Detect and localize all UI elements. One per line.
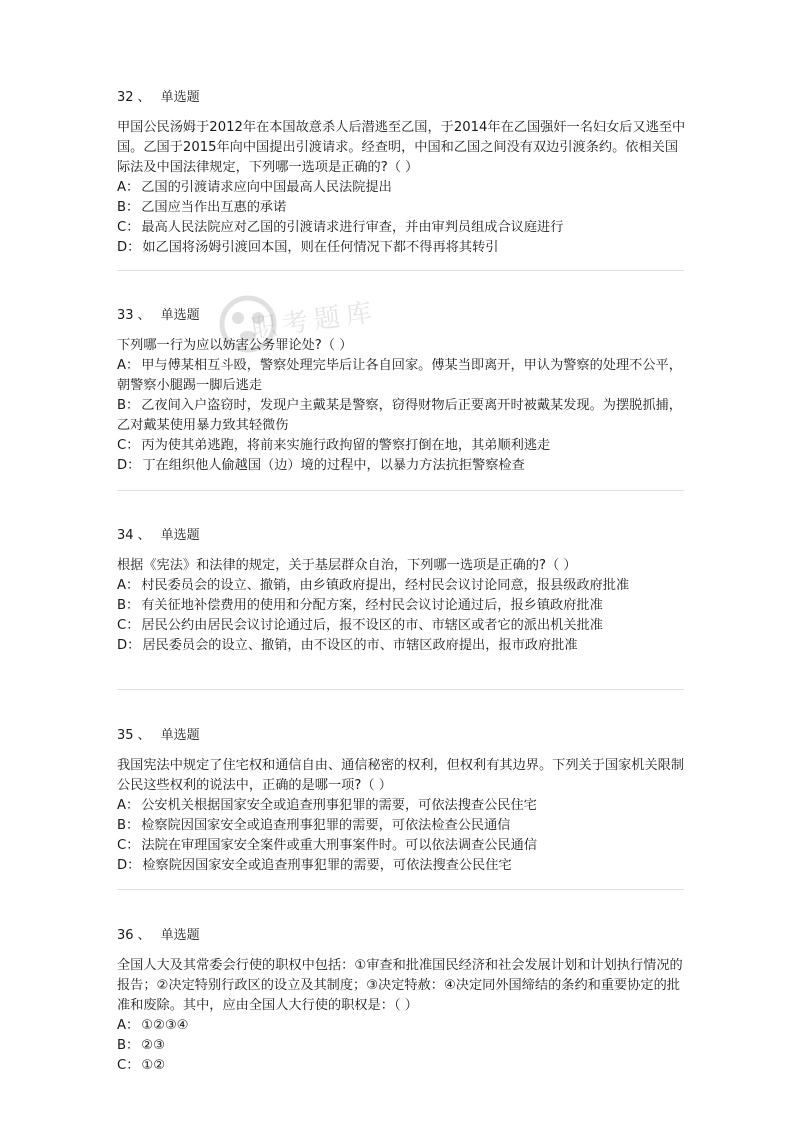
question-stem: 甲国公民汤姆于2012年在本国故意杀人后潜逃至乙国，于2014年在乙国强奸一名妇女后又逃至中国。乙国于2015年向中国提出引渡请求。经查明，中国和乙国之间没有双边引渡条约。依相关国际法及中国法律规定，下列哪一选项是正确的?（ ） [117,120,686,175]
question-number: 32 [117,90,134,105]
question-type: 单选题 [160,728,200,743]
question-header [117,726,687,746]
option-letter: C： [117,1058,140,1073]
question-stem: 下列哪一行为应以妨害公务罪论处?（ ） [117,338,353,353]
option-text: 公安机关根据国家安全或追查刑事犯罪的需要，可依法搜查公民住宅 [141,798,537,813]
question-number: 36 [117,928,134,943]
option-text: 丁在组织他人偷越国（边）境的过程中，以暴力方法抗拒警察检查 [142,458,525,473]
option-d [117,238,687,258]
option-letter: B： [117,200,140,215]
option-a [117,356,687,396]
option-text: 村民委员会的设立、撤销，由乡镇政府提出，经村民会议讨论同意，报县级政府批准 [141,578,630,593]
question-36 [117,926,687,1076]
option-letter: A： [117,180,140,195]
question-type: 单选题 [160,528,200,543]
question-number: 35 [117,728,134,743]
option-c [117,836,687,856]
option-letter: C： [117,220,140,235]
option-text: 居民委员会的设立、撤销，由不设区的市、市辖区政府提出，报市政府批准 [142,638,578,653]
option-text: 乙夜间入户盗窃时，发现户主戴某是警察，窃得财物后正要离开时被戴某发现。为摆脱抓捕，乙对戴某使用暴力致其轻微伤 [117,398,682,433]
question-separator: 、 [137,90,151,105]
option-letter: B： [117,598,140,613]
question-number: 34 [117,528,134,543]
option-letter: A： [117,358,140,373]
option-letter: D： [117,638,141,653]
option-c [117,616,687,636]
option-letter: D： [117,458,141,473]
option-b [117,1036,687,1056]
option-letter: B： [117,1038,140,1053]
question-separator: 、 [137,928,151,943]
option-text: 居民公约由居民会议讨论通过后，报不设区的市、市辖区或者它的派出机关批准 [141,618,603,633]
option-d [117,636,687,656]
option-letter: B： [117,818,140,833]
question-header [117,88,687,108]
question-header [117,526,687,546]
question-stem: 我国宪法中规定了住宅权和通信自由、通信秘密的权利，但权利有其边界。下列关于国家机关限制公民这些权利的说法中，正确的是哪一项?（ ） [117,758,685,793]
option-letter: B： [117,398,140,413]
question-header [117,926,687,946]
option-c [117,218,687,238]
question-header [117,306,687,326]
option-letter: A： [117,1018,140,1033]
option-d [117,456,687,476]
option-b [117,596,687,616]
option-b [117,198,687,218]
option-text: ①② [141,1058,166,1073]
option-text: 乙国应当作出互惠的承诺 [141,200,287,215]
option-text: 检察院因国家安全或追查刑事犯罪的需要，可依法检查公民通信 [141,818,511,833]
option-b [117,816,687,836]
question-separator: 、 [137,308,151,323]
option-c [117,1056,687,1076]
question-separator: 、 [137,528,151,543]
question-33 [117,306,687,476]
question-divider [117,270,684,271]
option-letter: C： [117,838,140,853]
option-text: 最高人民法院应对乙国的引渡请求进行审查，并由审判员组成合议庭进行 [141,220,564,235]
question-stem: 全国人大及其常委会行使的职权中包括：①审查和批准国民经济和社会发展计划和计划执行情况的报告；②决定特别行政区的设立及其制度；③决定特赦：④决定同外国缔结的条约和重要协定的批准和废除。其中，应由全国人大行使的职权是：（ ） [117,958,683,1013]
option-a [117,576,687,596]
option-text: 甲与傅某相互斗殴，警察处理完毕后让各自回家。傅某当即离开，甲认为警察的处理不公平，朝警察小腿踢一脚后逃走 [117,358,682,393]
option-text: 丙为使其弟逃跑，将前来实施行政拘留的警察打倒在地，其弟顺利逃走 [141,438,551,453]
question-stem: 根据《宪法》和法律的规定，关于基层群众自治，下列哪一选项是正确的?（ ） [117,558,577,573]
question-divider [117,490,684,491]
option-text: ②③ [141,1038,165,1053]
question-divider [117,689,684,690]
option-letter: D： [117,858,141,873]
option-text: 乙国的引渡请求应向中国最高人民法院提出 [141,180,392,195]
option-d [117,856,687,876]
option-text: 检察院因国家安全或追查刑事犯罪的需要，可依法搜查公民住宅 [142,858,512,873]
question-32 [117,88,687,258]
option-letter: C： [117,438,140,453]
option-b [117,396,687,436]
option-letter: A： [117,798,140,813]
option-text: ①②③④ [141,1018,189,1033]
question-35 [117,726,687,876]
option-c [117,436,687,456]
option-a [117,178,687,198]
question-34 [117,526,687,656]
option-text: 如乙国将汤姆引渡回本国，则在任何情况下都不得再将其转引 [142,240,499,255]
question-type: 单选题 [160,90,200,105]
watermark-text: 职考题库 [248,297,380,345]
question-type: 单选题 [160,928,200,943]
question-divider [117,889,684,890]
option-a [117,796,687,816]
option-text: 有关征地补偿费用的使用和分配方案，经村民会议讨论通过后，报乡镇政府批准 [141,598,603,613]
option-text: 法院在审理国家安全案件或重大刑事案件时。可以依法调查公民通信 [141,838,538,853]
question-type: 单选题 [160,308,200,323]
question-number: 33 [117,308,134,323]
option-letter: A： [117,578,140,593]
option-letter: D： [117,240,141,255]
question-separator: 、 [137,728,151,743]
option-letter: C： [117,618,140,633]
option-a [117,1016,687,1036]
